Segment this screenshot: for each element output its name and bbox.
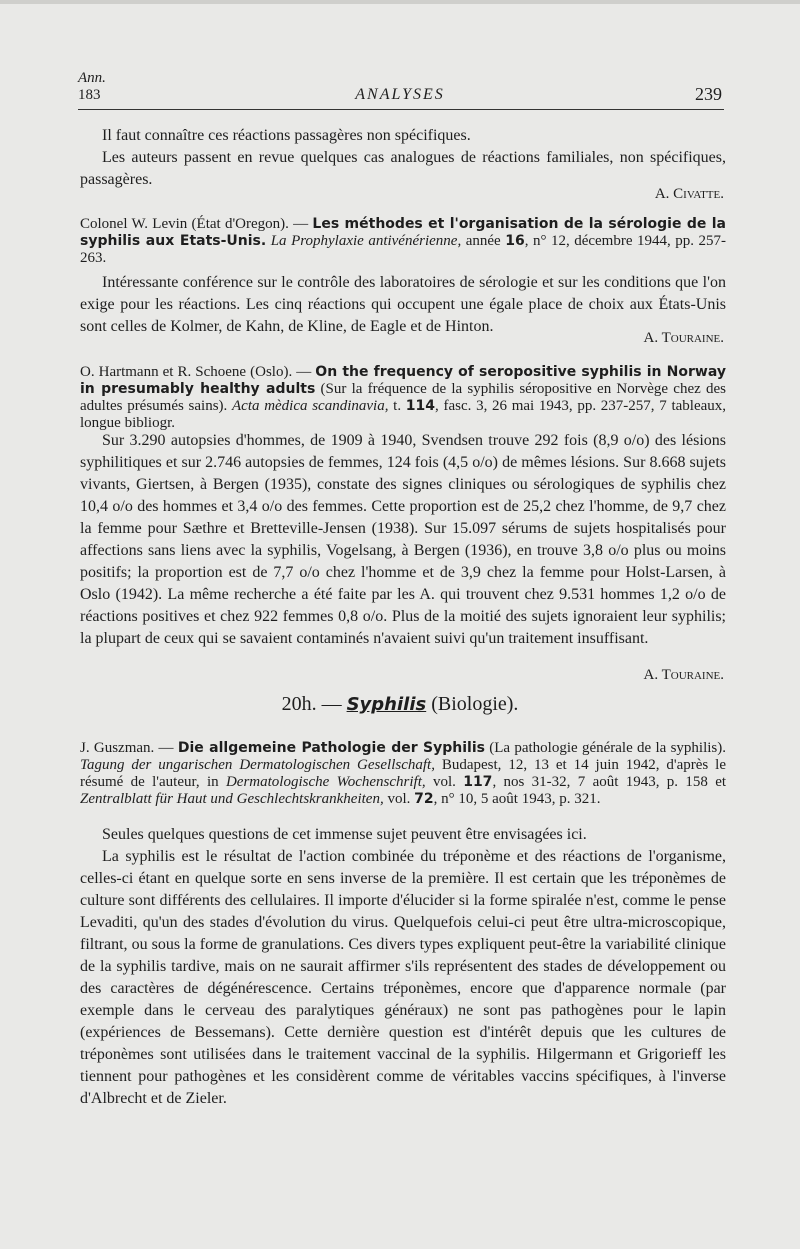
volume: 16	[505, 233, 525, 249]
article-title: On the frequency of seropositive syphilis in Norway in presumably healthy adults	[80, 364, 726, 397]
journal-abbr: Ann.	[78, 70, 106, 86]
tome-label: t.	[393, 398, 402, 414]
signature: A. Touraine.	[643, 330, 724, 346]
abstract-2-reference	[80, 216, 726, 267]
abstract-1-tail	[80, 125, 726, 191]
abstract-4-reference	[80, 740, 726, 808]
vol-label: vol.	[432, 774, 456, 790]
article-subtitle: (La pathologie générale de la syphilis).	[489, 740, 726, 756]
paragraph: La syphilis est le résultat de l'action combinée du tréponème et des réactions de l'organisme, celles-ci étant en quelque sorte en sens inverse de la première. Il est certain que les tréponèmes de culture sont différents des cellulaires. Il importe d'élucider si la forme spiralée n'est, comme le pense Levaditi, qu'un des stades d'évolution du virus. Quelquefois celui-ci peut être ultra-microscopique, filtrant, ou sous la forme de granulations. Ces divers types expliquent peut-être la variabilité clinique de la syphilis tardive, mais on ne saurait affirmer s'ils représentent des stades de développement ou des caractères de dégénérescence. Certains tréponèmes, encore que d'apparence normale (par exemple dans le cerveau des paralytiques généraux) ne sont pas pathogènes pour le lapin (expériences de Bessemans). Cette dernière question est d'intérêt depuis que les cultures de tréponèmes sont utilisées dans le traitement vaccinal de la syphilis. Hilgermann et Grigorieff les tiennent pour pathogènes et les considèrent comme de véritables vaccins spécifiques, à l'inverse d'Albrecht et de Zieler.	[80, 848, 726, 1107]
abstract-4-body	[80, 824, 726, 1110]
citation-rest: , fasc. 3, 26 mai 1943, pp. 237-257, 7 tableaux, longue bibliogr.	[80, 398, 727, 431]
section-title: Syphilis	[346, 694, 427, 715]
volume: 114	[405, 398, 436, 414]
journal-name: Acta mèdica scandinavia,	[232, 398, 389, 414]
paragraph: Seules quelques questions de cet immense sujet peuvent être envisagées ici.	[102, 826, 587, 843]
journal-name-2: Dermatologische Wochenschrift,	[225, 774, 426, 790]
journal-year: 183	[78, 87, 101, 103]
paragraph: Il faut connaître ces réactions passagères non spécifiques.	[102, 127, 471, 144]
journal-name: Tagung der ungarischen Dermatologischen Gesellschaft,	[80, 757, 435, 773]
journal-name-3: Zentralblatt für Haut und Geschlechtskrankheiten,	[80, 791, 384, 807]
authors: O. Hartmann et R. Schoene (Oslo). —	[80, 364, 312, 380]
citation-mid: Budapest, 12, 13 et 14 juin 1942, d'après le résumé de l'auteur, in	[80, 757, 726, 790]
article-subtitle: (Sur la fréquence de la syphilis séropositive en Norvège chez des adultes présumés sains).	[80, 381, 726, 414]
running-head-title: ANALYSES	[355, 86, 445, 103]
header-rule	[78, 109, 724, 110]
paragraph: Intéressante conférence sur le contrôle des laboratoires de sérologie et sur les conditions que l'on exige pour les réactions. Les cinq réactions qui occupent une égale place de choix aux États-Unis sont celles de Kolmer, de Kahn, de Kline, de Eagle et de Hinton.	[80, 274, 726, 335]
citation-mid-2: , nos 31-32, 7 août 1943, p. 158 et	[492, 774, 727, 790]
section-heading	[0, 693, 800, 716]
page-number: 239	[695, 84, 722, 104]
abstract-3-reference	[80, 364, 726, 432]
volume: 117	[463, 774, 493, 790]
signature: A. Touraine.	[643, 667, 724, 683]
section-number: 20h. —	[281, 693, 342, 715]
year-label: année	[465, 233, 501, 249]
abstract-3-body	[80, 430, 726, 650]
section-subtitle: (Biologie).	[431, 693, 519, 715]
citation-rest: , n° 10, 5 août 1943, p. 321.	[433, 791, 601, 807]
citation-rest: , n° 12, décembre 1944, pp. 257-263.	[80, 233, 727, 266]
paragraph: Les auteurs passent en revue quelques cas analogues de réactions familiales, non spécifiques, passagères.	[80, 149, 726, 188]
vol-label-2: vol.	[387, 791, 411, 807]
paragraph: Sur 3.290 autopsies d'hommes, de 1909 à 1940, Svendsen trouve 292 fois (8,9 o/o) des lésions syphilitiques et sur 2.746 autopsies de femmes, 124 fois (4,5 o/o) de mêmes lésions. Sur 8.668 sujets vivants, Giertsen, à Bergen (1935), constate des signes cliniques ou sérologiques de syphilis chez 10,4 o/o des hommes et 3,4 o/o des femmes. Cette proportion est de 25,2 chez l'homme, de 9,7 chez la femme pour Sæthre et Bretteville-Jensen (1938). Sur 15.097 sérums de sujets hospitalisés pour affections sans liens avec la syphilis, Vogelsang, à Bergen (1936), en trouve 3,8 o/o plus ou moins positifs; la proportion est de 7,7 o/o chez l'homme et de 3,9 chez la femme pour Holst-Larsen, à Oslo (1942). La même recherche a été faite par les A. qui trouvent chez 9.531 hommes 1,2 o/o de réactions positives et chez 922 femmes 0,8 o/o. Plus de la moitié des sujets ignoraient leur syphilis; la plupart de ceux qui se savaient contaminés n'avaient suivi qu'un traitement insuffisant.	[80, 432, 726, 647]
volume-2: 72	[414, 791, 434, 807]
page-edge	[0, 0, 800, 4]
authors: J. Guszman. —	[80, 740, 174, 756]
article-title: Les méthodes et l'organisation de la sérologie de la syphilis aux Etats-Unis.	[80, 216, 726, 249]
authors: Colonel W. Levin (État d'Oregon). —	[80, 216, 309, 232]
journal-name: La Prophylaxie antivénérienne,	[270, 233, 462, 249]
signature: A. Civatte.	[654, 186, 724, 202]
article-title: Die allgemeine Pathologie der Syphilis	[177, 740, 485, 756]
